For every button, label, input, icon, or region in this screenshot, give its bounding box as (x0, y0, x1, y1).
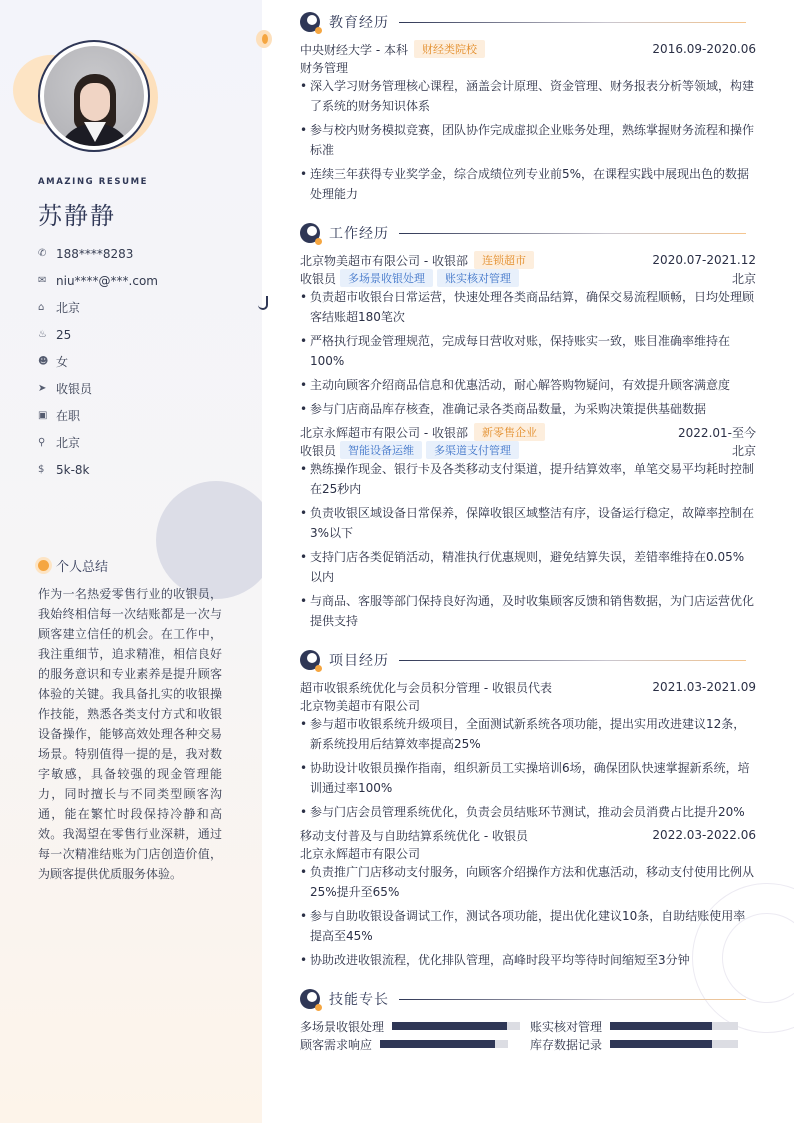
project-org: 北京永辉超市有限公司 (300, 846, 421, 861)
summary-heading (38, 556, 108, 575)
sidebar (0, 0, 262, 1123)
info-status (38, 402, 248, 429)
role-tag: 多渠道支付管理 (426, 441, 519, 459)
info-phone (38, 240, 248, 267)
job-city: 北京 (731, 271, 756, 286)
decorative-hook (258, 296, 268, 310)
skill-name: 账实核对管理 (530, 1019, 603, 1034)
skill-name: 顾客需求响应 (300, 1037, 373, 1052)
education-bullet: • 参与校内财务模拟竞赛，团队协作完成虚拟企业账务处理，熟练掌握财务流程和操作标准 (300, 120, 756, 160)
section-icon (300, 650, 320, 670)
summary-dot-icon (38, 560, 49, 571)
skill-bar (610, 1040, 738, 1048)
info-text: 北京 (56, 301, 81, 315)
resume-tagline: AMAZING RESUME (38, 177, 149, 187)
project-bullet: • 参与自助收银设备调试工作，测试各项功能，提出优化建议10条，自助结账使用率提高至45% (300, 906, 756, 946)
section-title: 教育经历 (329, 15, 389, 31)
job-bullet: • 负责收银区域设备日常保养，保障收银区域整洁有序，设备运行稳定，故障率控制在3%以下 (300, 503, 756, 543)
skill-name: 多场景收银处理 (300, 1019, 385, 1034)
info-text: 北京 (56, 436, 81, 450)
job-role-row (300, 269, 756, 287)
info-email (38, 267, 248, 294)
candidate-name: 苏静静 (38, 202, 116, 230)
info-position (38, 375, 248, 402)
section-education-header (300, 11, 746, 33)
section-divider (399, 999, 746, 1000)
info-text: 25 (56, 327, 72, 342)
job-bullet: • 参与门店商品库存核查，准确记录各类商品数量，为采购决策提供基础数据 (300, 399, 756, 419)
section-icon (300, 223, 320, 243)
project-org-row (300, 696, 756, 714)
info-text: niu****@***.com (56, 273, 158, 288)
job-role: 收银员 (300, 271, 337, 286)
decorative-gray-circle (156, 481, 262, 599)
section-divider (399, 660, 746, 661)
project-dates: 2022.03-2022.06 (652, 828, 756, 842)
job-bullet: • 熟练操作现金、银行卡及各类移动支付渠道，提升结算效率，单笔交易平均耗时控制在25秒内 (300, 459, 756, 499)
school-tag: 财经类院校 (414, 40, 485, 58)
section-title: 技能专长 (329, 992, 389, 1008)
job-role: 收银员 (300, 443, 337, 458)
skill-item (530, 1036, 738, 1052)
avatar-frame (38, 40, 150, 152)
info-salary (38, 456, 248, 483)
company-tag: 连锁超市 (474, 251, 534, 269)
section-icon (300, 989, 320, 1009)
project-name-row (300, 678, 756, 696)
role-tag: 多场景收银处理 (340, 269, 433, 287)
skill-item (300, 1018, 520, 1034)
info-home (38, 294, 248, 321)
skill-bar-fill (610, 1022, 712, 1030)
section-icon (300, 12, 320, 32)
job-bullet: • 支持门店各类促销活动，精准执行优惠规则，避免结算失误，差错率维持在0.05%以内 (300, 547, 756, 587)
salary-icon: $ (38, 464, 45, 475)
job-bullet: • 与商品、客服等部门保持良好沟通，及时收集顾客反馈和销售数据，为门店运营优化提供支持 (300, 591, 756, 631)
project-bullet: • 协助设计收银员操作指南，组织新员工实操培训6场，确保团队快速掌握新系统，培训通过率100% (300, 758, 756, 798)
info-gender (38, 348, 248, 375)
skill-item (530, 1018, 738, 1034)
summary-text: 作为一名热爱零售行业的收银员，我始终相信每一次结账都是一次与顾客建立信任的机会。在工作中，我注重细节，追求精准，相信良好的服务意识和专业素养是提升顾客体验的关键。我具备扎实的收银操作技能，熟悉各类支付方式和收银设备操作，能够高效处理各种交易场景。特别值得一提的是，我对数字敏感，具备较强的现金管理能力，同时擅长与不同类型顾客沟通，能在繁忙时段保持冷静和高效。我渴望在零售行业深耕，通过每一次精准结账为门店创造价值，为顾客提供优质服务体验。 (38, 587, 222, 881)
cake-icon: ♨ (38, 329, 47, 340)
job-company: 北京物美超市有限公司 - 收银部 (300, 253, 468, 268)
job-bullet: • 严格执行现金管理规范，完成每日营收对账，保持账实一致，账目准确率维持在100% (300, 331, 756, 371)
location-pin-icon: ⚲ (38, 437, 46, 448)
info-text: 188****8283 (56, 246, 134, 261)
project-name: 移动支付普及与自助结算系统优化 - 收银员 (300, 828, 528, 843)
project-bullet: • 协助改进收银流程，优化排队管理，高峰时段平均等待时间缩短至3分钟 (300, 950, 756, 970)
phone-icon: ✆ (38, 248, 47, 259)
project-bullet: • 参与门店会员管理系统优化，负责会员结账环节测试，推动会员消费占比提升20% (300, 802, 756, 822)
section-divider (399, 22, 746, 23)
skill-bar (380, 1040, 508, 1048)
summary-title-text: 个人总结 (56, 560, 109, 575)
role-tag: 智能设备运维 (340, 441, 422, 459)
school-name: 中央财经大学 - 本科 (300, 42, 408, 57)
skill-bar-fill (610, 1040, 712, 1048)
project-org-row (300, 844, 756, 862)
project-dates: 2021.03-2021.09 (652, 680, 756, 694)
section-skills-header (300, 988, 746, 1010)
skill-item (300, 1036, 508, 1052)
info-location (38, 429, 248, 456)
company-tag: 新零售企业 (474, 423, 545, 441)
job-dates: 2022.01-至今 (678, 425, 756, 440)
skill-name: 库存数据记录 (530, 1037, 603, 1052)
education-school-row (300, 40, 756, 58)
avatar (44, 46, 144, 146)
section-work-header (300, 222, 746, 244)
job-company-row (300, 423, 756, 441)
education-bullet: • 深入学习财务管理核心课程，涵盖会计原理、资金管理、财务报表分析等领域，构建了系统的财务知识体系 (300, 76, 756, 116)
project-name: 超市收银系统优化与会员积分管理 - 收银员代表 (300, 680, 552, 695)
section-title: 工作经历 (329, 226, 389, 242)
job-role-row (300, 441, 756, 459)
info-text: 收银员 (56, 382, 93, 396)
education-major-row (300, 58, 756, 76)
mail-icon: ✉ (38, 275, 47, 286)
project-bullet: • 负责推广门店移动支付服务，向顾客介绍操作方法和优惠活动，移动支付使用比例从25%提升至65% (300, 862, 756, 902)
info-text: 在职 (56, 409, 81, 423)
send-icon: ➤ (38, 383, 47, 394)
job-bullet: • 负责超市收银台日常运营，快速处理各类商品结算，确保交易流程顺畅，日均处理顾客结账超180笔次 (300, 287, 756, 327)
info-text: 女 (56, 355, 69, 369)
section-projects-header (300, 649, 746, 671)
job-company-row (300, 251, 756, 269)
job-company: 北京永辉超市有限公司 - 收银部 (300, 425, 468, 440)
project-org: 北京物美超市有限公司 (300, 698, 421, 713)
job-bullet: • 主动向顾客介绍商品信息和优惠活动，耐心解答购物疑问，有效提升顾客满意度 (300, 375, 756, 395)
role-tag: 账实核对管理 (437, 269, 519, 287)
contact-info-list (38, 240, 248, 483)
section-divider (399, 233, 746, 234)
skill-bar-fill (380, 1040, 495, 1048)
project-name-row (300, 826, 756, 844)
project-bullet: • 参与超市收银系统升级项目，全面测试新系统各项功能，提出实用改进建议12条，新系统投用后结算效率提高25% (300, 714, 756, 754)
skill-bar (392, 1022, 520, 1030)
info-age (38, 321, 248, 348)
info-text: 5k-8k (56, 462, 90, 477)
education-major: 财务管理 (300, 60, 349, 75)
education-bullet: • 连续三年获得专业奖学金，综合成绩位列专业前5%，在课程实践中展现出色的数据处理能力 (300, 164, 756, 204)
section-title: 项目经历 (329, 653, 389, 669)
decorative-notch (256, 30, 272, 48)
gender-icon: ☻ (38, 356, 49, 367)
briefcase-icon: ▣ (38, 410, 48, 421)
skill-bar (610, 1022, 738, 1030)
skill-bar-fill (392, 1022, 507, 1030)
job-dates: 2020.07-2021.12 (652, 253, 756, 267)
education-dates: 2016.09-2020.06 (652, 42, 756, 56)
home-icon: ⌂ (38, 302, 45, 313)
job-city: 北京 (731, 443, 756, 458)
